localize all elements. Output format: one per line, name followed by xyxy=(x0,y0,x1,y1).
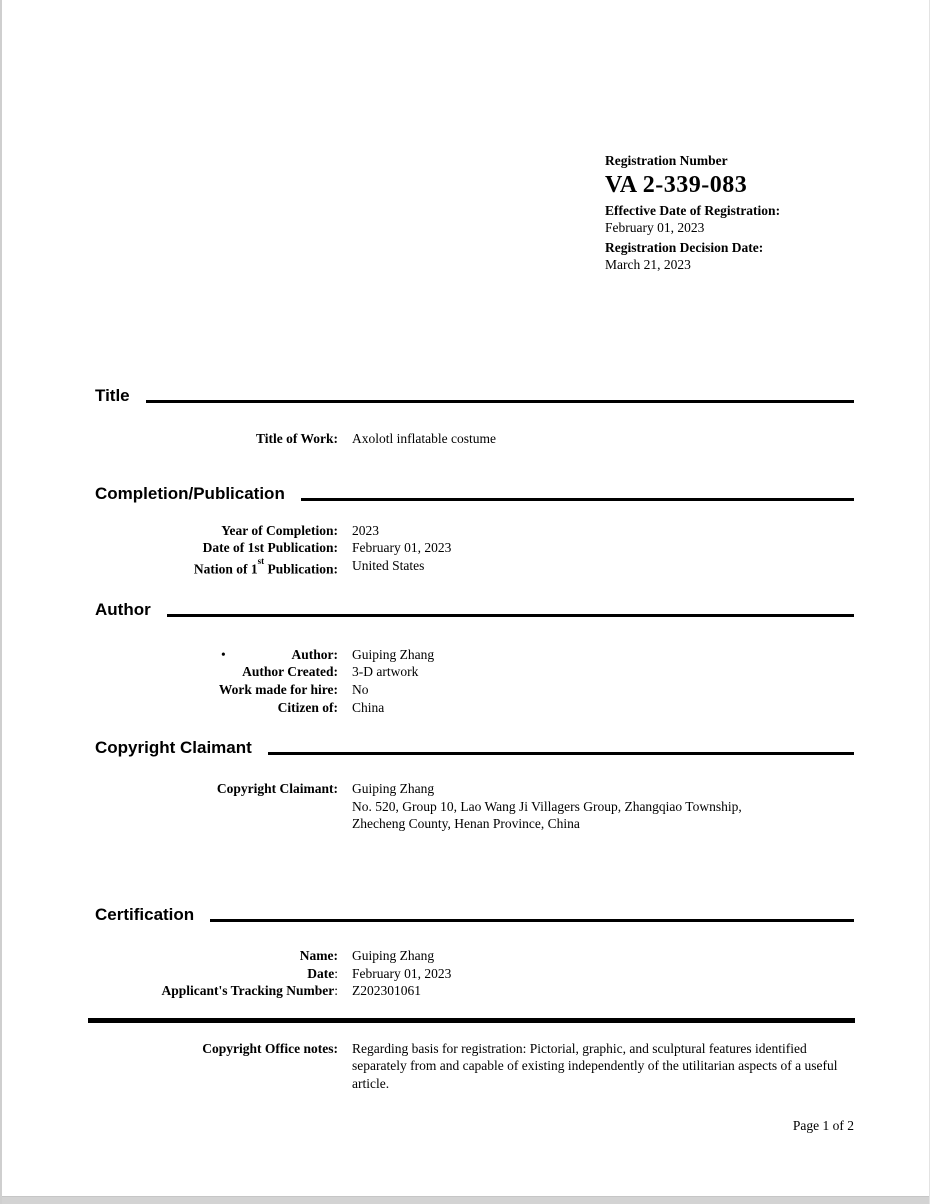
tracking-number-value: Z202301061 xyxy=(352,983,421,999)
field-row-citizen-of xyxy=(95,699,854,717)
section-title-heading: Title xyxy=(95,386,130,405)
office-notes-value: Regarding basis for registration: Pictorial, graphic, and sculptural features identified separately from and capable of existing independently of the utilitarian aspects of a useful article. xyxy=(352,1040,838,1091)
field-row-year-of-completion xyxy=(95,522,854,540)
nation-1st-publication-value: United States xyxy=(352,557,425,573)
claimant-section-rule xyxy=(268,752,854,755)
document-body xyxy=(95,386,854,1134)
author-label-text: Author: xyxy=(291,646,338,662)
effective-date-label: Effective Date of Registration: xyxy=(605,203,781,218)
title-of-work-value: Axolotl inflatable costume xyxy=(352,431,496,446)
year-of-completion-label: Year of Completion: xyxy=(221,522,338,538)
title-of-work-label: Title of Work: xyxy=(255,431,338,446)
citizen-of-label: Citizen of: xyxy=(277,699,338,715)
copyright-claimant-value xyxy=(338,780,742,833)
certification-section-rule xyxy=(210,919,854,922)
nation-label-post: Publication: xyxy=(264,561,338,577)
title-section-rule xyxy=(146,400,854,403)
cert-date-label-bold: Date xyxy=(307,965,335,981)
field-row-cert-date xyxy=(95,965,854,983)
cert-date-label-colon: : xyxy=(334,965,338,981)
cert-name-label: Name: xyxy=(299,948,338,964)
author-created-label: Author Created: xyxy=(242,664,338,680)
field-row-author-created xyxy=(95,663,854,681)
registration-block xyxy=(605,152,780,273)
author-value: Guiping Zhang xyxy=(352,646,435,662)
year-of-completion-value: 2023 xyxy=(352,522,379,538)
decision-date-label: Registration Decision Date: xyxy=(605,240,764,255)
field-row-tracking-number xyxy=(95,982,854,1000)
cert-date-value: February 01, 2023 xyxy=(352,965,452,981)
registration-number-label: Registration Number xyxy=(605,153,728,168)
date-1st-publication-value: February 01, 2023 xyxy=(352,540,452,556)
citizen-of-value: China xyxy=(352,699,385,715)
date-1st-publication-label: Date of 1st Publication: xyxy=(202,540,338,556)
section-completion-header xyxy=(95,484,854,504)
field-row-author xyxy=(95,646,854,664)
field-row-copyright-claimant xyxy=(95,780,854,833)
field-row-work-for-hire xyxy=(95,681,854,699)
author-label xyxy=(95,646,338,664)
tracking-number-label-colon: : xyxy=(334,983,338,999)
section-certification-heading: Certification xyxy=(95,905,195,925)
office-notes-label: Copyright Office notes: xyxy=(202,1040,338,1056)
tracking-number-label-bold: Applicant's Tracking Number xyxy=(161,983,335,999)
section-author-heading: Author xyxy=(95,599,151,619)
claimant-name-line: Guiping Zhang xyxy=(352,781,435,797)
field-row-title-of-work xyxy=(95,430,854,448)
cert-date-label xyxy=(95,965,338,983)
registration-number: VA 2-339-083 xyxy=(605,172,748,198)
section-completion-heading: Completion/Publication xyxy=(95,483,285,503)
field-row-date-1st-publication xyxy=(95,539,854,557)
field-row-nation-1st-publication xyxy=(95,557,854,578)
tracking-number-label xyxy=(95,982,338,1000)
work-for-hire-value: No xyxy=(352,682,369,698)
effective-date-value: February 01, 2023 xyxy=(605,220,705,235)
field-row-office-notes xyxy=(95,1040,854,1093)
claimant-address-line-2: Zhecheng County, Henan Province, China xyxy=(352,816,580,832)
work-for-hire-label: Work made for hire: xyxy=(218,682,338,698)
nation-label-superscript: st xyxy=(257,555,265,566)
notes-divider-bar xyxy=(88,1018,855,1023)
field-row-cert-name xyxy=(95,947,854,965)
author-created-value: 3-D artwork xyxy=(352,664,419,680)
nation-label-pre: Nation of 1 xyxy=(193,561,258,577)
page-bottom-edge xyxy=(2,1196,929,1204)
cert-name-value: Guiping Zhang xyxy=(352,948,435,964)
page-indicator: Page 1 of 2 xyxy=(792,1117,854,1133)
section-certification-header xyxy=(95,905,854,925)
section-claimant-header xyxy=(95,738,854,758)
copyright-claimant-label: Copyright Claimant: xyxy=(216,781,338,797)
claimant-address-line-1: No. 520, Group 10, Lao Wang Ji Villagers Group, Zhangqiao Township, xyxy=(352,798,742,814)
author-section-rule xyxy=(167,614,854,617)
completion-section-rule xyxy=(301,498,854,501)
nation-1st-publication-label xyxy=(95,557,338,578)
section-title-header xyxy=(95,386,854,406)
decision-date-value: March 21, 2023 xyxy=(605,257,691,272)
section-claimant-heading: Copyright Claimant xyxy=(95,738,252,758)
author-bullet: • xyxy=(221,646,226,662)
section-author-header xyxy=(95,600,854,620)
